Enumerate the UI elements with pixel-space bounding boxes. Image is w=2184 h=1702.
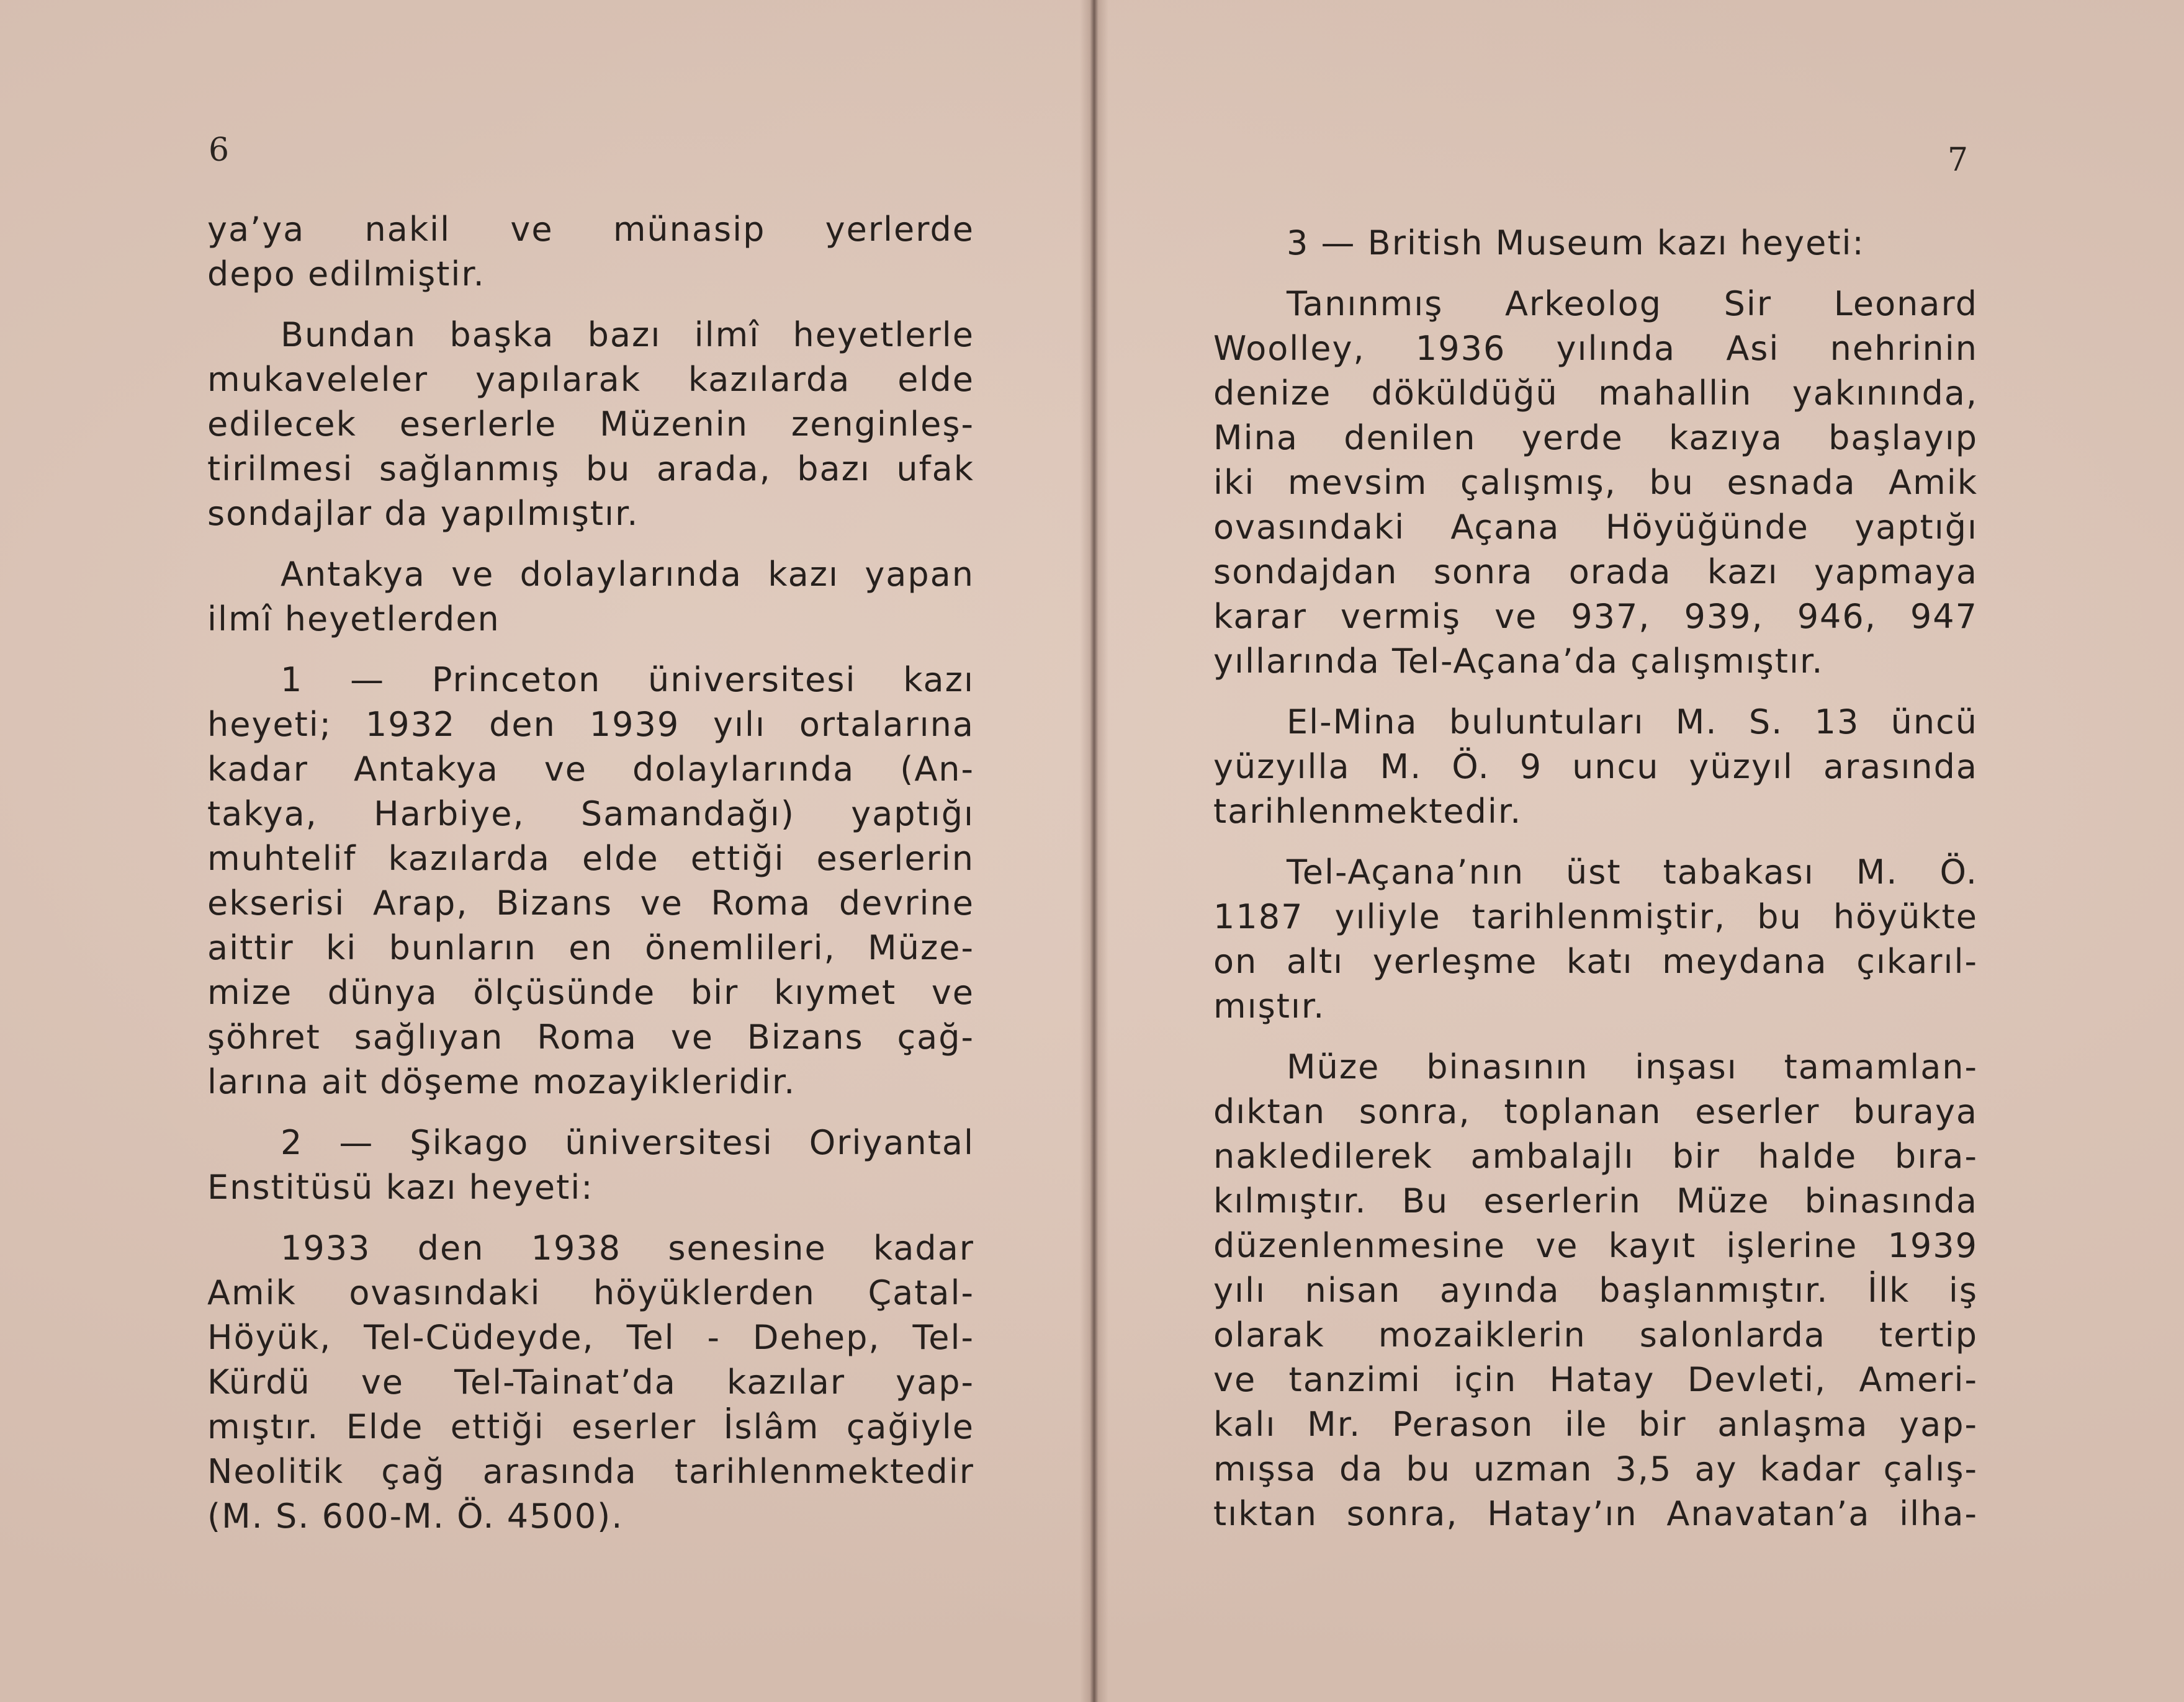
text-line: yılı nisan ayında başlanmıştır. İlk iş xyxy=(1213,1271,1978,1310)
right-text-column xyxy=(1213,221,1978,1536)
text-line: yüzyılla M. Ö. 9 uncu yüzyıl arasında xyxy=(1213,747,1978,786)
text-line: aittir ki bunların en önemlileri, Müze- xyxy=(207,928,974,967)
text-line: depo edilmiştir. xyxy=(207,254,485,293)
text-line: 3 — British Museum kazı heyeti: xyxy=(1287,223,1865,262)
text-line: kılmıştır. Bu eserlerin Müze binasında xyxy=(1213,1181,1978,1221)
text-line: edilecek eserlerle Müzenin zenginleş- xyxy=(207,405,974,444)
paragraph-gap xyxy=(207,1104,974,1121)
text-line: Müze binasının inşası tamamlan- xyxy=(1287,1047,1978,1086)
text-line: 1 — Princeton üniversitesi kazı xyxy=(281,660,974,699)
text-line: takya, Harbiye, Samandağı) yaptığı xyxy=(207,794,974,833)
text-line: Antakya ve dolaylarında kazı yapan xyxy=(281,555,974,594)
text-line: ya’ya nakil ve münasip yerlerde xyxy=(207,210,974,249)
text-line: sondajlar da yapılmıştır. xyxy=(207,494,639,533)
text-line: 1187 yıliyle tarihlenmiştir, bu höyükte xyxy=(1213,897,1978,936)
paragraph-gap xyxy=(207,297,974,313)
text-line: Kürdü ve Tel-Tainat’da kazılar yap- xyxy=(207,1363,974,1402)
text-line: El-Mina buluntuları M. S. 13 üncü xyxy=(1287,702,1978,741)
text-line: Enstitüsü kazı heyeti: xyxy=(207,1168,594,1207)
text-line: Mina denilen yerde kazıya başlayıp xyxy=(1213,418,1978,457)
text-line: muhtelif kazılarda elde ettiği eserlerin xyxy=(207,839,974,878)
paragraph-gap xyxy=(1213,684,1978,700)
text-line: tarihlenmektedir. xyxy=(1213,792,1522,831)
text-line: mize dünya ölçüsünde bir kıymet ve xyxy=(207,973,974,1012)
text-line: mıştır. Elde ettiği eserler İslâm çağiyle xyxy=(207,1407,974,1446)
paragraph-gap xyxy=(1213,834,1978,850)
text-line: mıştır. xyxy=(1213,987,1326,1026)
text-line: iki mevsim çalışmış, bu esnada Amik xyxy=(1213,463,1978,502)
text-line: mukaveleler yapılarak kazılarda elde xyxy=(207,360,974,399)
text-line: tirilmesi sağlanmış bu arada, bazı ufak xyxy=(207,449,974,488)
text-line: larına ait döşeme mozayikleridir. xyxy=(207,1062,796,1101)
text-line: ve tanzimi için Hatay Devleti, Ameri- xyxy=(1213,1360,1978,1399)
text-line: tıktan sonra, Hatay’ın Anavatan’a ilha- xyxy=(1213,1494,1978,1533)
left-text-column xyxy=(207,207,974,1539)
text-line: 2 — Şikago üniversitesi Oriyantal xyxy=(281,1123,974,1162)
text-line: 1933 den 1938 senesine kadar xyxy=(281,1229,974,1268)
text-line: yıllarında Tel-Açana’da çalışmıştır. xyxy=(1213,642,1824,681)
text-line: denize döküldüğü mahallin yakınında, xyxy=(1213,374,1978,413)
text-line: Höyük, Tel-Cüdeyde, Tel - Dehep, Tel- xyxy=(207,1318,974,1357)
page-number: 6 xyxy=(209,132,230,169)
text-line: karar vermiş ve 937, 939, 946, 947 xyxy=(1213,597,1978,636)
paragraph-gap xyxy=(207,1210,974,1226)
paragraph-gap xyxy=(1213,1029,1978,1045)
text-line: kadar Antakya ve dolaylarında (An- xyxy=(207,750,974,789)
page-number: 7 xyxy=(1948,141,1969,179)
text-line: Tanınmış Arkeolog Sir Leonard xyxy=(1287,284,1978,323)
right-page xyxy=(1094,0,2184,1702)
text-line: Neolitik çağ arasında tarihlenmektedir xyxy=(207,1452,974,1491)
text-line: ekserisi Arap, Bizans ve Roma devrine xyxy=(207,884,974,923)
text-line: olarak mozaiklerin salonlarda tertip xyxy=(1213,1315,1978,1355)
text-line: nakledilerek ambalajlı bir halde bıra- xyxy=(1213,1137,1978,1176)
paragraph-gap xyxy=(1213,266,1978,282)
text-line: sondajdan sonra orada kazı yapmaya xyxy=(1213,552,1978,591)
text-line: mışsa da bu uzman 3,5 ay kadar çalış- xyxy=(1213,1449,1978,1489)
text-line: dıktan sonra, toplanan eserler buraya xyxy=(1213,1092,1978,1131)
text-line: Amik ovasındaki höyüklerden Çatal- xyxy=(207,1273,974,1312)
paragraph-gap xyxy=(207,536,974,552)
text-line: heyeti; 1932 den 1939 yılı ortalarına xyxy=(207,705,974,744)
text-line: düzenlenmesine ve kayıt işlerine 1939 xyxy=(1213,1226,1978,1265)
text-line: on altı yerleşme katı meydana çıkarıl- xyxy=(1213,942,1978,981)
text-line: ovasındaki Açana Höyüğünde yaptığı xyxy=(1213,508,1978,547)
text-line: kalı Mr. Perason ile bir anlaşma yap- xyxy=(1213,1405,1978,1444)
text-line: Bundan başka bazı ilmî heyetlerle xyxy=(281,315,974,354)
text-line: Tel-Açana’nın üst tabakası M. Ö. xyxy=(1287,853,1978,892)
text-line: ilmî heyetlerden xyxy=(207,599,500,638)
text-line: Woolley, 1936 yılında Asi nehrinin xyxy=(1213,329,1978,368)
paragraph-gap xyxy=(207,642,974,658)
text-line: şöhret sağlıyan Roma ve Bizans çağ- xyxy=(207,1018,974,1057)
text-line: (M. S. 600-M. Ö. 4500). xyxy=(207,1497,624,1536)
